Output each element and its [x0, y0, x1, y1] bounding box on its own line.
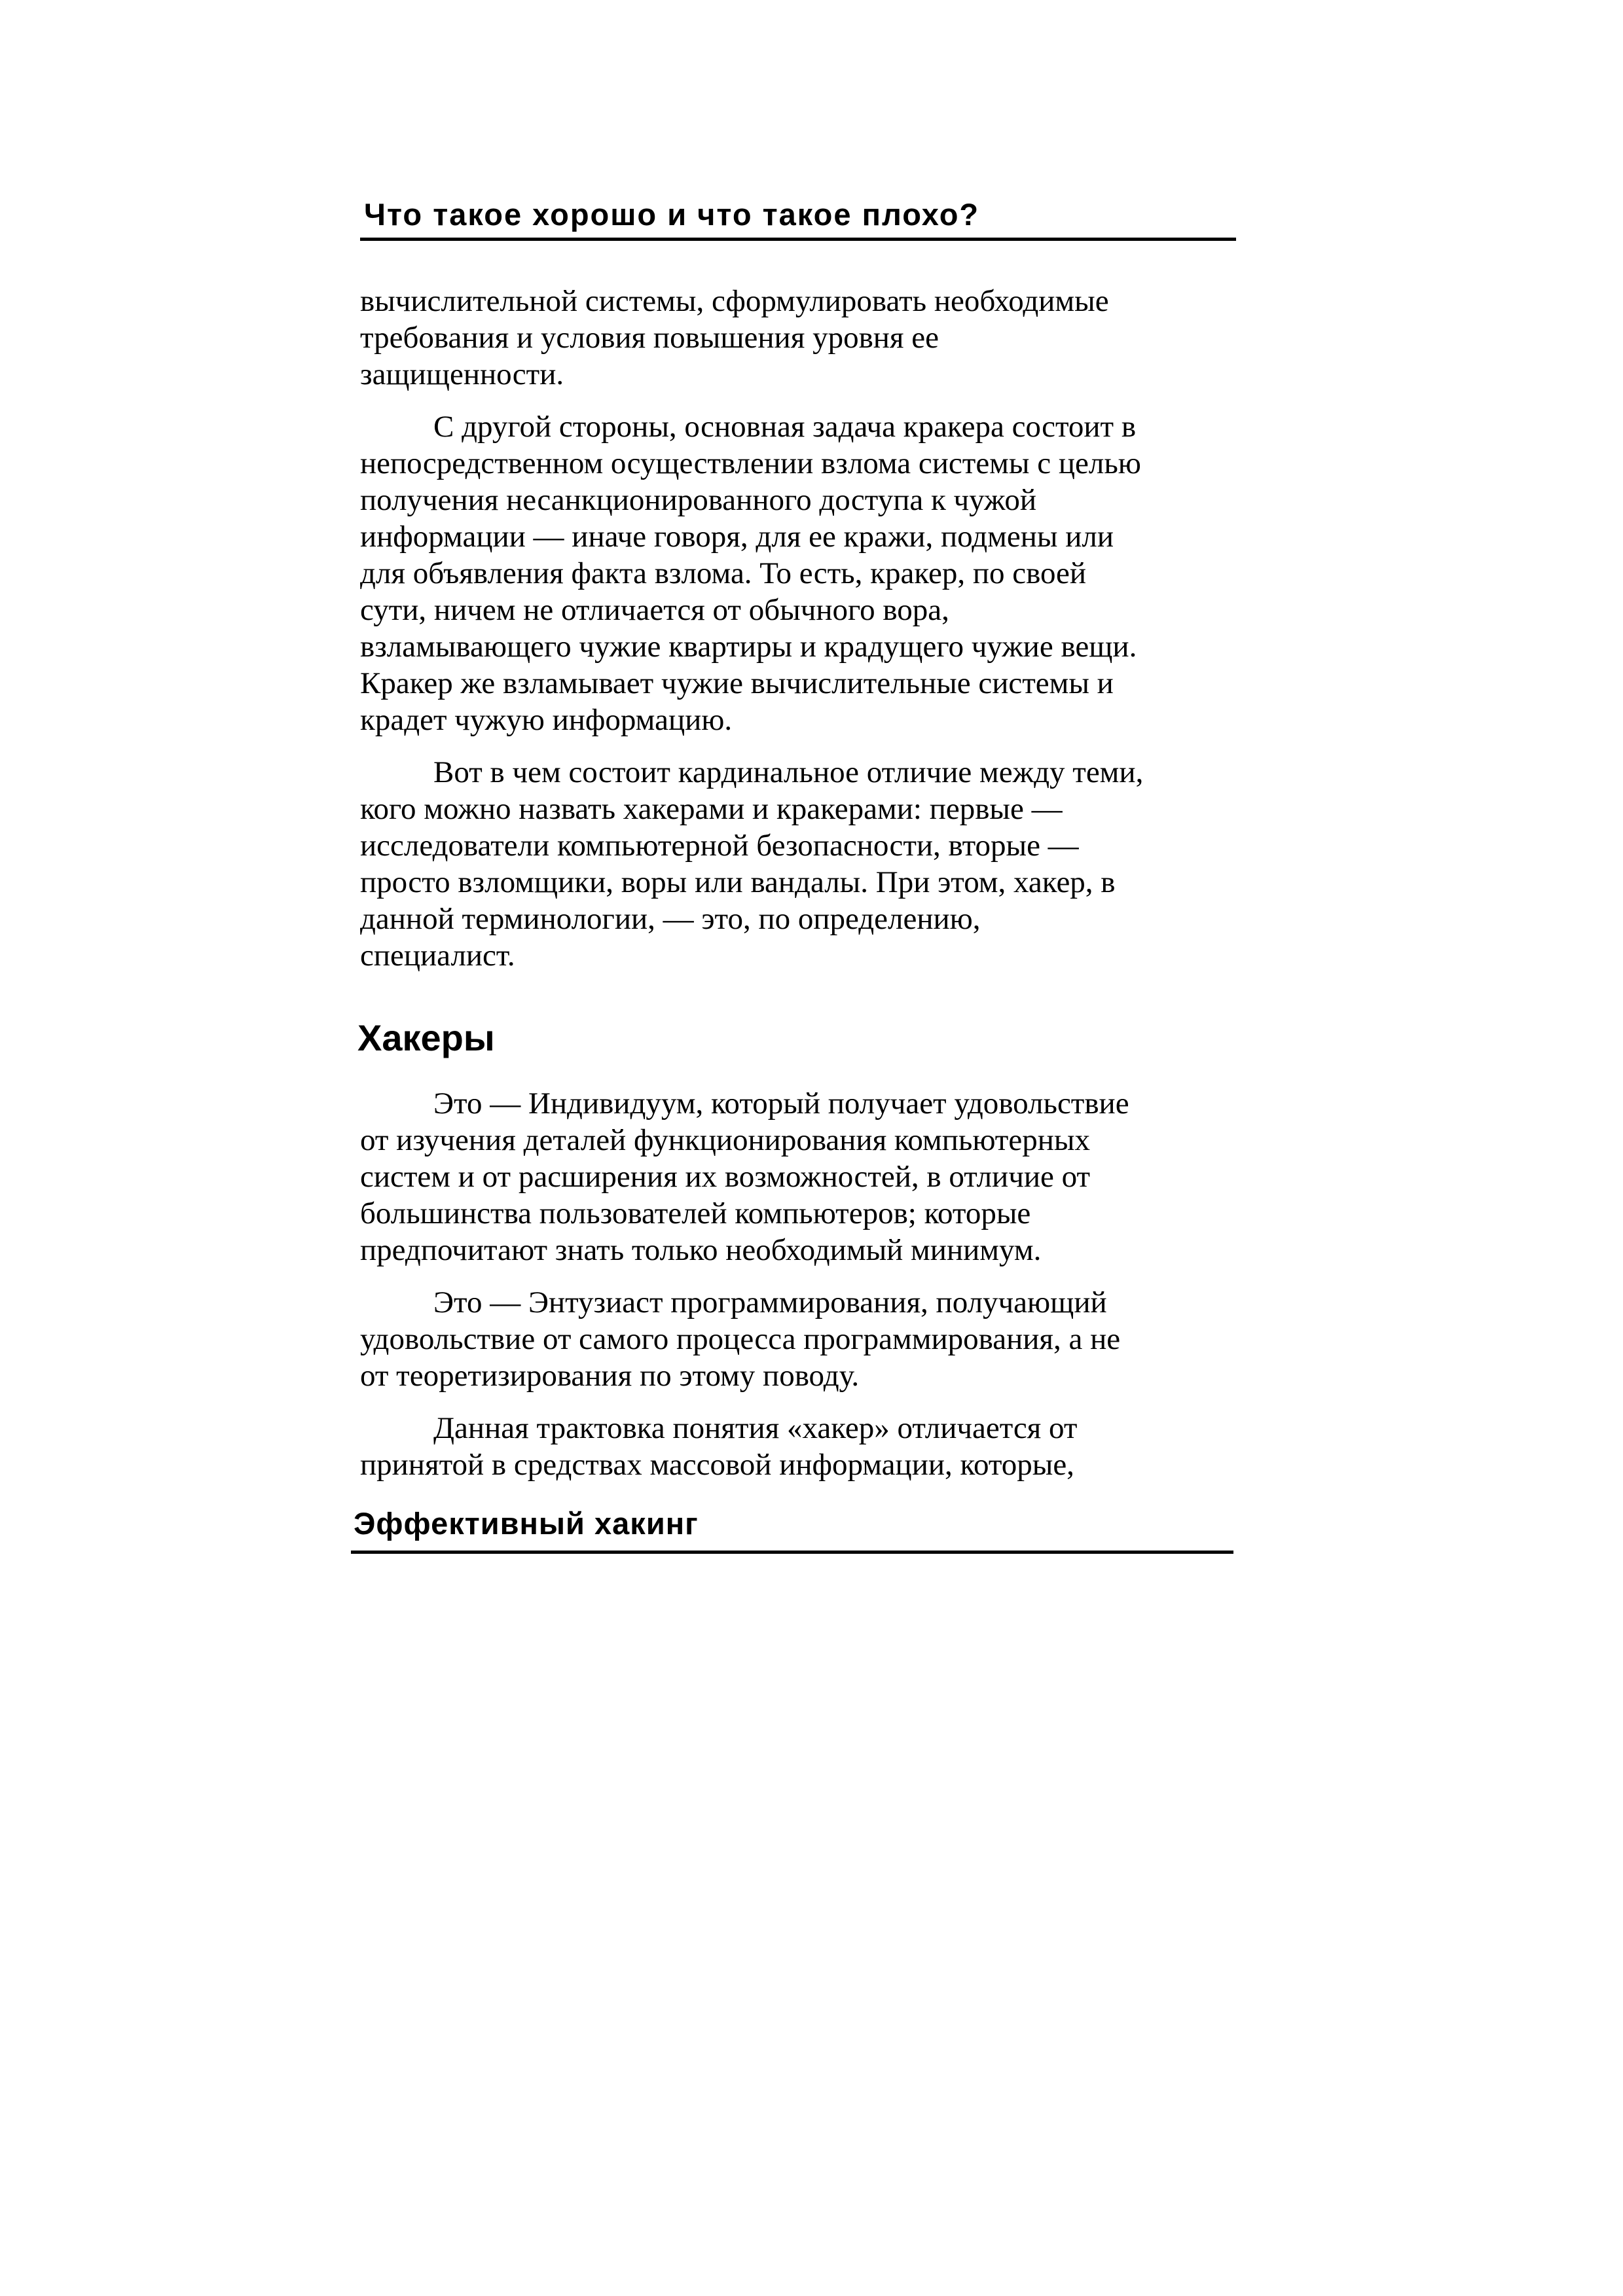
paragraph-individual: Это — Индивидуум, который получает удовольствие от изучения деталей функционирования компьютерных систем и от расширения их возможностей, в отличие от большинства пользователей компьютеров; которые предпочитают знать только необходимый минимум. [360, 1086, 1129, 1267]
paragraph-definition: Данная трактовка понятия «хакер» отличается от принятой в средствах массовой информации, которые, [360, 1411, 1078, 1482]
running-title: Что такое хорошо и что такое плохо? [364, 197, 980, 232]
paragraph-hacker-vs-cracker: Вот в чем состоит кардинальное отличие между теми, кого можно назвать хакерами и кракерами: первые — исследователи компьютерной безопасности, вторые — просто взломщики, воры или вандалы. При этом, хакер, в данной терминологии, — это, по определению, специалист. [360, 755, 1144, 973]
section-heading-hackers: Хакеры [357, 1017, 495, 1058]
paragraph-cracker-task: С другой стороны, основная задача кракера состоит в непосредственном осуществлении взлома системы с целью получения несанкционированного доступа к чужой информации — иначе говоря, для ее кражи, подмены или для объявления факта взлома. То есть, кракер, по своей сути, ничем не отличается от обычного вора, взламывающего чужие квартиры и крадущего чужие вещи. Кракер же взламывает чужие вычислительные системы и крадет чужую информацию. [360, 410, 1141, 737]
paragraph-enthusiast: Это — Энтузиаст программирования, получающий удовольствие от самого процесса программирования, а не от теоретизирования по этому поводу. [360, 1285, 1121, 1393]
body-text [357, 283, 1237, 1499]
page-footer [351, 1500, 1233, 1554]
page-header [360, 190, 1236, 241]
book-title: Эффективный хакинг [354, 1506, 699, 1541]
paragraph-continued: вычислительной системы, сформулировать необходимые требования и условия повышения уровня ее защищенности. [360, 284, 1109, 391]
